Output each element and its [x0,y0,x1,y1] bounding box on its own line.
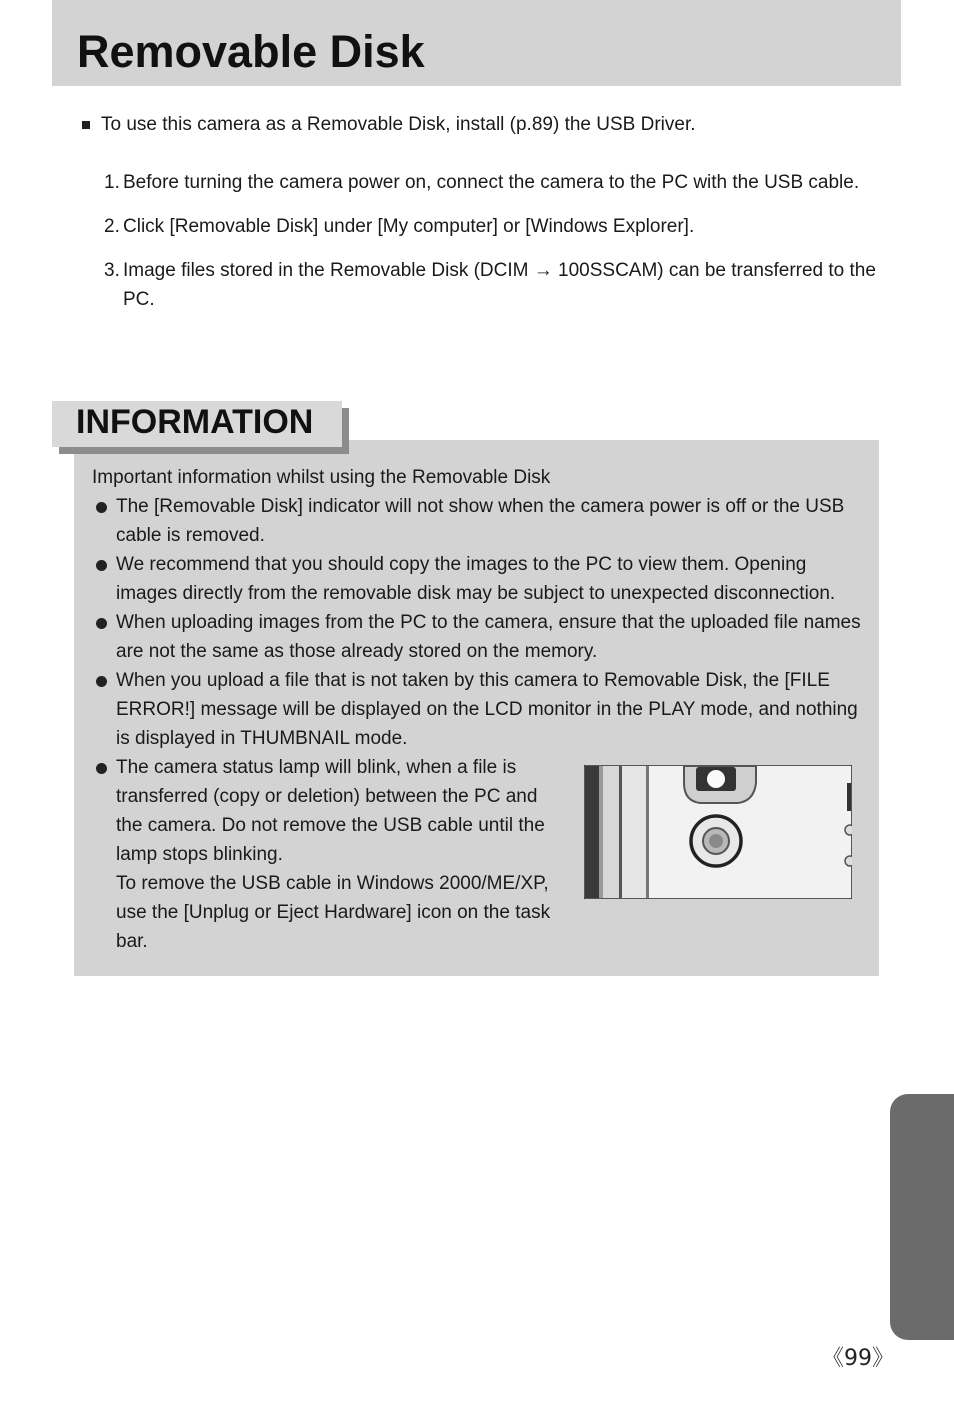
bullet-text: When uploading images from the PC to the camera, ensure that the uploaded file names are not the same as those already stored on the memory. [116,612,861,662]
bullet-dot-icon [92,666,116,753]
bullet-dot-icon [92,492,116,550]
section-side-tab [890,1094,954,1340]
step-item [104,168,894,197]
step-item [104,212,894,241]
information-title: INFORMATION [76,403,314,441]
information-bullet [92,608,862,666]
information-bullet [92,550,862,608]
bullet-dot-icon [92,753,116,956]
page-number: 《99》 [822,1346,894,1371]
camera-status-lamp-photo [584,765,852,899]
intro-text: To use this camera as a Removable Disk, install (p.89) the USB Driver. [101,114,696,135]
page-title: Removable Disk [77,26,425,77]
information-bullet [92,666,862,753]
steps-list [104,168,894,329]
step-number: 1. [104,172,120,193]
square-bullet-icon [82,121,90,129]
step-text: Image files stored in the Removable Disk (DCIM → 100SSCAM) can be transferred to the PC. [123,260,876,310]
step-item [104,256,894,314]
information-lead: Important information whilst using the Removable Disk [92,467,551,488]
information-bullet [92,492,862,550]
step-text: Before turning the camera power on, connect the camera to the PC with the USB cable. [123,172,860,193]
step-text: Click [Removable Disk] under [My computer] or [Windows Explorer]. [123,216,695,237]
bullet-text: The camera status lamp will blink, when a file is transferred (copy or deletion) between the PC and the camera. Do not remove the USB cable until the lamp stops blinking. [116,757,545,865]
bullet-text: The [Removable Disk] indicator will not show when the camera power is off or the USB cable is removed. [116,496,845,546]
bullet-dot-icon [92,550,116,608]
step-number: 3. [104,260,120,281]
step-number: 2. [104,216,120,237]
bullet-text: When you upload a file that is not taken by this camera to Removable Disk, the [FILE ERROR!] message will be displayed on the LCD monitor in the PLAY mode, and nothing is displayed in THUMBNAIL mode. [116,670,858,749]
intro-line [82,114,696,136]
bullet-text: We recommend that you should copy the images to the PC to view them. Opening images directly from the removable disk may be subject to unexpected disconnection. [116,554,836,604]
bullet-dot-icon [92,608,116,666]
bullet-note: To remove the USB cable in Windows 2000/ME/XP, use the [Unplug or Eject Hardware] icon on the task bar. [116,873,551,952]
